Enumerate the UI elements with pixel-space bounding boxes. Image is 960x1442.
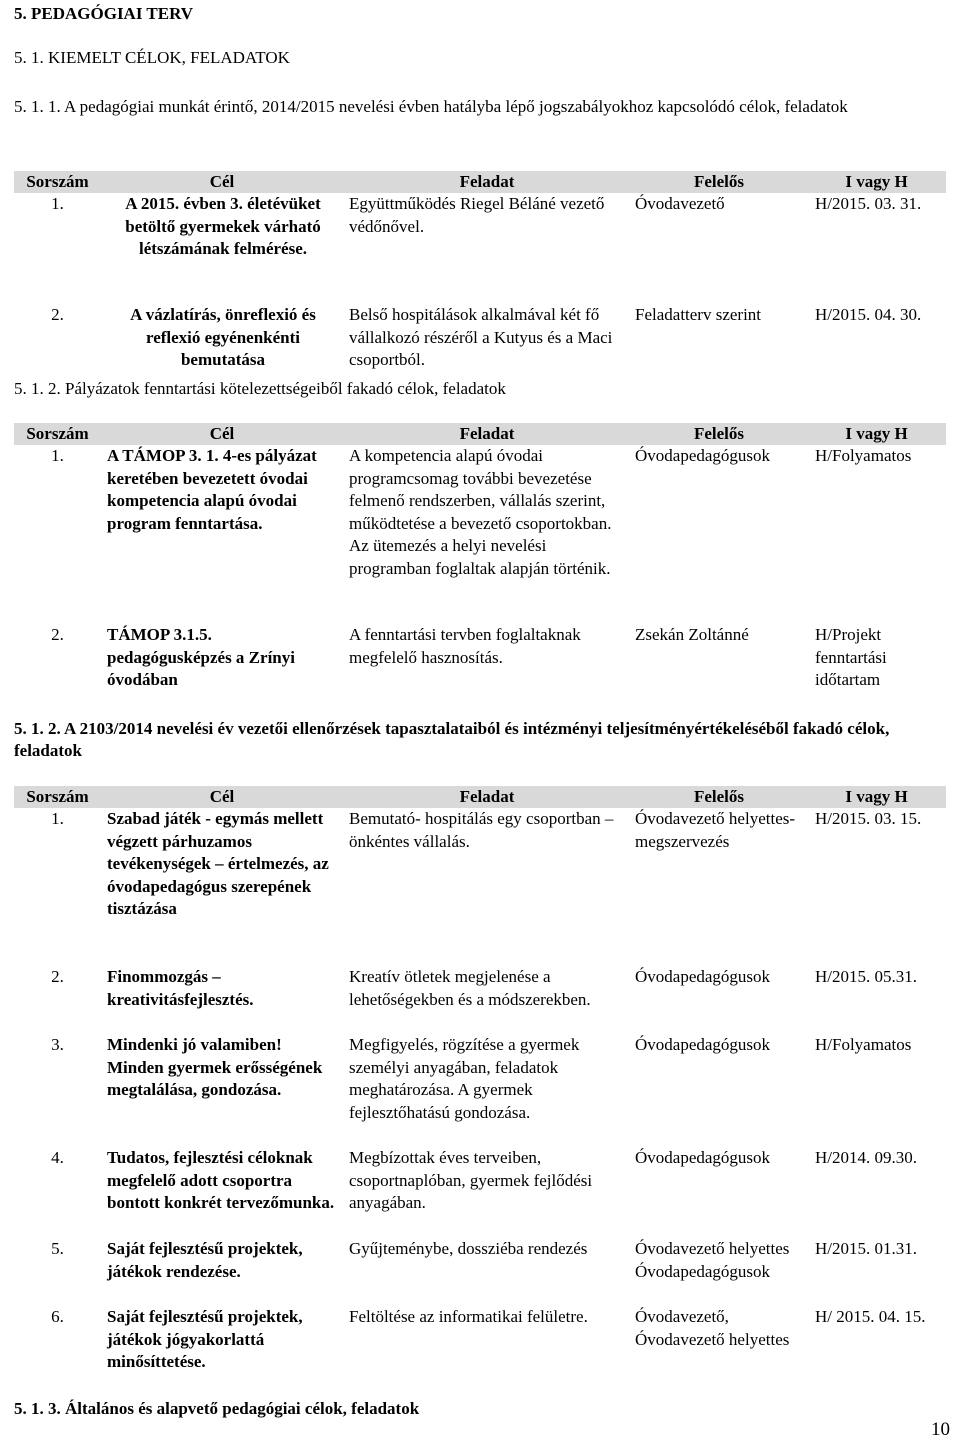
header-feladat: Feladat: [343, 171, 631, 193]
header-felelos: Felelős: [631, 786, 807, 808]
header-i-vagy-h: I vagy H: [807, 786, 946, 808]
table-header-row: [14, 171, 946, 193]
header-felelos: Felelős: [631, 171, 807, 193]
row-deadline: H/Folyamatos: [815, 446, 912, 465]
row-deadline: H/ 2015. 04. 15.: [815, 1307, 926, 1326]
table-row: [14, 808, 946, 966]
row-number: 5.: [51, 1239, 64, 1258]
header-cel: Cél: [101, 786, 343, 808]
row-task: Megfigyelés, rögzítése a gyermek személyi anyagában, feladatok meghatározása. A gyermek fejlesztőhatású gondozása.: [349, 1035, 580, 1122]
row-number: 2.: [51, 967, 64, 986]
table-header-row: [14, 786, 946, 808]
page-number: 10: [931, 1419, 950, 1440]
header-sorszam: Sorszám: [14, 423, 101, 445]
table-row: [14, 624, 946, 694]
row-responsible: Óvodavezető helyettes Óvodapedagógusok: [635, 1239, 790, 1281]
row-goal: TÁMOP 3.1.5. pedagógusképzés a Zrínyi óvodában: [107, 625, 295, 689]
subsection-heading-4: 5. 1. 3. Általános és alapvető pedagógiai célok, feladatok: [14, 1399, 420, 1418]
row-goal: Tudatos, fejlesztési céloknak megfelelő adott csoportra bontott konkrét tervezőmunka.: [107, 1148, 335, 1212]
header-i-vagy-h: I vagy H: [807, 171, 946, 193]
row-number: 2.: [51, 305, 64, 324]
row-number: 2.: [51, 625, 64, 644]
chapter-title: 5. PEDAGÓGIAI TERV: [14, 4, 194, 23]
row-responsible: Óvodavezető helyettes-megszervezés: [635, 809, 796, 851]
row-task: Kreatív ötletek megjelenése a lehetőségekben és a módszerekben.: [349, 967, 591, 1009]
table-row: [14, 1306, 946, 1374]
row-goal: Finommozgás – kreativitásfejlesztés.: [107, 967, 254, 1009]
row-responsible: Zsekán Zoltánné: [635, 625, 749, 644]
table-header-row: [14, 423, 946, 445]
header-sorszam: Sorszám: [14, 171, 101, 193]
header-cel: Cél: [101, 171, 343, 193]
row-deadline: H/2014. 09.30.: [815, 1148, 917, 1167]
row-deadline: H/2015. 03. 31.: [815, 194, 922, 213]
row-responsible: Óvodapedagógusok: [635, 446, 771, 465]
subsection-heading-1: 5. 1. 1. A pedagógiai munkát érintő, 2014/2015 nevelési évben hatályba lépő jogszabályokhoz kapcsolódó célok, feladatok: [14, 97, 848, 116]
row-deadline: H/Projekt fenntartási időtartam: [815, 625, 887, 689]
row-task: Feltöltése az informatikai felületre.: [349, 1307, 588, 1326]
row-goal: A vázlatírás, önreflexió és reflexió egyénenkénti bemutatása: [130, 305, 316, 369]
row-number: 1.: [51, 809, 64, 828]
row-deadline: H/2015. 05.31.: [815, 967, 917, 986]
row-task: A kompetencia alapú óvodai programcsomag további bevezetése felmenő rendszerben, vállalás szerint, működtetése a bevezető csoportokban. Az ütemezés a helyi nevelési programban foglaltak alapján történik.: [349, 446, 612, 578]
row-number: 3.: [51, 1035, 64, 1054]
header-sorszam: Sorszám: [14, 786, 101, 808]
section-heading: 5. 1. KIEMELT CÉLOK, FELADATOK: [14, 48, 290, 67]
header-feladat: Feladat: [343, 423, 631, 445]
row-number: 1.: [51, 446, 64, 465]
row-task: Belső hospitálások alkalmával két fő vállalkozó részéről a Kutyus és a Maci csoportból.: [349, 305, 613, 369]
row-responsible: Óvodapedagógusok: [635, 1148, 771, 1167]
goals-table-2: [14, 423, 946, 694]
row-responsible: Óvodapedagógusok: [635, 1035, 771, 1054]
row-deadline: H/2015. 03. 15.: [815, 809, 922, 828]
row-goal: A 2015. évben 3. életévüket betöltő gyermekek várható létszámának felmérése.: [125, 194, 321, 258]
row-goal: Saját fejlesztésű projektek, játékok jógyakorlattá minősíttetése.: [107, 1307, 303, 1371]
row-task: Gyűjteménybe, dossziéba rendezés: [349, 1239, 588, 1258]
subsection-heading-2: 5. 1. 2. Pályázatok fenntartási kötelezettségeiből fakadó célok, feladatok: [14, 379, 506, 398]
table-row: [14, 1034, 946, 1147]
table-row: [14, 193, 946, 304]
row-responsible: Óvodavezető, Óvodavezető helyettes: [635, 1307, 790, 1349]
header-felelos: Felelős: [631, 423, 807, 445]
header-feladat: Feladat: [343, 786, 631, 808]
row-responsible: Óvodapedagógusok: [635, 967, 771, 986]
row-number: 4.: [51, 1148, 64, 1167]
row-goal: Mindenki jó valamiben! Minden gyermek erősségének megtalálása, gondozása.: [107, 1035, 323, 1099]
row-goal: Szabad játék - egymás mellett végzett párhuzamos tevékenységek – értelmezés, az óvodapedagógus szerepének tisztázása: [107, 809, 329, 918]
row-number: 1.: [51, 194, 64, 213]
goals-table-1: [14, 171, 946, 374]
row-task: Együttműködés Riegel Béláné vezető védőnővel.: [349, 194, 605, 236]
table-row: [14, 1147, 946, 1238]
subsection-heading-3: 5. 1. 2. A 2103/2014 nevelési év vezetői ellenőrzések tapasztalataiból és intézményi teljesítményértékeléséből fakadó célok, feladatok: [14, 719, 890, 760]
row-task: Megbízottak éves terveiben, csoportnaplóban, gyermek fejlődési anyagában.: [349, 1148, 593, 1212]
row-task: A fenntartási tervben foglaltaknak megfelelő hasznosítás.: [349, 625, 581, 667]
table-row: [14, 1238, 946, 1306]
row-responsible: Óvodavezető: [635, 194, 725, 213]
row-responsible: Feladatterv szerint: [635, 305, 762, 324]
table-row: [14, 445, 946, 624]
row-goal: Saját fejlesztésű projektek, játékok rendezése.: [107, 1239, 303, 1281]
table-row: [14, 966, 946, 1034]
row-deadline: H/2015. 01.31.: [815, 1239, 917, 1258]
row-goal: A TÁMOP 3. 1. 4-es pályázat keretében bevezetett óvodai kompetencia alapú óvodai program fenntartása.: [107, 446, 317, 533]
row-number: 6.: [51, 1307, 64, 1326]
header-i-vagy-h: I vagy H: [807, 423, 946, 445]
header-cel: Cél: [101, 423, 343, 445]
row-deadline: H/2015. 04. 30.: [815, 305, 922, 324]
table-row: [14, 304, 946, 374]
goals-table-3: [14, 786, 946, 1374]
row-task: Bemutató- hospitálás egy csoportban – önkéntes vállalás.: [349, 809, 614, 851]
row-deadline: H/Folyamatos: [815, 1035, 912, 1054]
